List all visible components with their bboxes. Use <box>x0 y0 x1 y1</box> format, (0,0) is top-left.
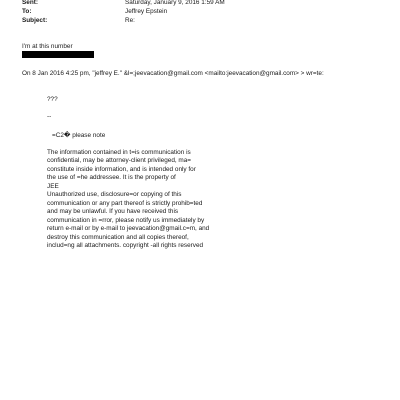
to-label: To: <box>22 8 32 15</box>
disclaimer-line: includ=ng all attachments. copyright -all rights reserved <box>47 242 204 249</box>
disclaimer-line: communication or any part thereof is strictly prohib=ted <box>47 200 203 207</box>
reply-text: I'm at this number <box>22 43 73 50</box>
subject-label: Subject: <box>22 17 48 24</box>
quoted-dashes: -- <box>47 113 52 120</box>
sent-label: Sent: <box>22 0 38 6</box>
disclaimer-line: JEE <box>47 183 59 190</box>
quoted-question-marks: ??? <box>47 96 58 103</box>
quote-header: On 8 Jan 2016 4:25 pm, "jeffrey E." &l=;jeevacation@gmail.com <mailto:jeevacation@gmail.com> > wr=te: <box>22 70 324 77</box>
disclaimer-line: the use of =he addressee. It is the property of <box>47 174 176 181</box>
to-value: Jeffrey Epstein <box>125 8 168 15</box>
redaction-bar <box>22 51 94 58</box>
disclaimer-line: and may be unlawful. If you have received this <box>47 208 179 215</box>
subject-value: Re: <box>125 17 135 24</box>
disclaimer-line: The information contained in t=is communication is <box>47 149 191 156</box>
quoted-please-note: =C2� please note <box>52 132 106 139</box>
disclaimer-line: return e-mail or by e-mail to jeevacation@gmail.c=m, and <box>47 225 210 232</box>
disclaimer-line: Unauthorized use, disclosure=or copying of this <box>47 191 182 198</box>
disclaimer-line: communication in =rror, please notify us immediately by <box>47 217 205 224</box>
sent-value: Saturday, January 9, 2016 1:59 AM <box>125 0 225 6</box>
disclaimer-line: destroy this communication and all copies thereof, <box>47 234 189 241</box>
disclaimer-line: confidential, may be attorney-client privileged, ma= <box>47 157 192 164</box>
disclaimer-line: constitute inside information, and is intended only for <box>47 166 196 173</box>
